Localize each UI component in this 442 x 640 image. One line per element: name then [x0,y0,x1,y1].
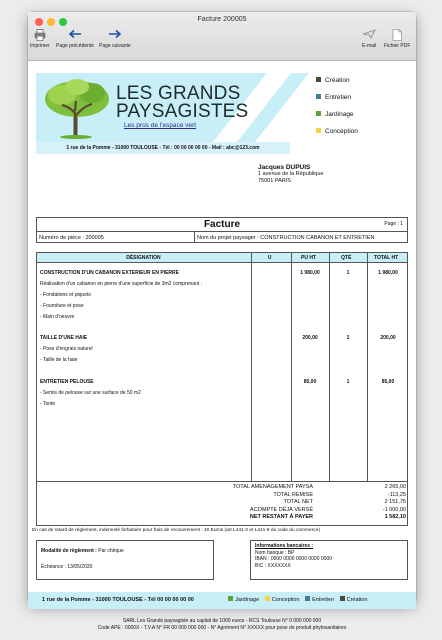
company-name-line1: LES GRANDS [116,83,241,104]
client-name: Jacques DUPUIS [258,164,311,171]
project-name: Nom du projet paysager : CONSTRUCTION CABANON ET ENTRETIEN [195,231,407,243]
item-quantity: 1 [346,335,350,341]
payment-due-date: Échéance : 13/05/2020 [41,564,93,570]
printer-icon [30,29,50,41]
total-row [37,484,409,492]
item-unit-price: 1 980,00 [300,270,320,276]
col-quantity: QTÉ [341,255,352,261]
legal-line: Code APE : 0000X - T.V.A N° FR 00 000 000 000 - N° Agrément N° XXXXX pour pose de produit phytosanitaires [97,625,347,631]
category-swatch [340,596,345,601]
invoice-title: Facture [203,219,241,230]
total-label: TOTAL NET [283,499,313,505]
table-row [40,270,250,325]
paper-plane-icon [362,29,376,41]
category-swatch [265,596,270,601]
print-button[interactable] [30,29,50,49]
table-header [37,253,407,263]
email-button[interactable] [362,29,376,49]
item-line: - Semis de pelouse sur une surface de 50 m2 [40,390,141,396]
item-line: - Fondations et piquets [40,292,91,298]
category-swatch [305,596,310,601]
item-line: - Fourniture et pose [40,303,84,309]
item-title: TAILLE D'UNE HAIE [40,335,88,341]
company-name [116,85,248,121]
footer-category: Entretien [312,597,335,603]
category-swatch [316,128,321,133]
footer-category: Conception [271,597,300,603]
invoice-window [28,12,416,631]
table-row [40,335,250,368]
item-line: - Pose d'engrais naturel [40,346,93,352]
arrow-left-icon [56,29,94,41]
legal-line: SARL Les Grands paysagiste au capital de 1000 euros - RCS Toulouse N° 0 000 000 000 [122,618,322,624]
tree-icon [42,77,112,139]
total-value: -113,25 [387,491,406,498]
pdf-label: Fichier PDF [384,43,411,49]
category-swatch [316,111,321,116]
company-tagline[interactable]: Les pros de l'espace vert [124,122,197,129]
piece-number: Numéro de pièce : 200005 [37,231,195,243]
company-address: 1 rue de la Pomme - 31000 TOULOUSE - Tél : 00 00 00 00 00 - Mail : abc@123.com [36,142,290,154]
late-fee-notice: En cas de retard de règlement, indemnité forfaitaire pour frais de recouvrement : 40 Euros (art L441-3 et L441-6 du code du commerce) [32,528,320,533]
col-designation: DÉSIGNATION [126,255,161,261]
invoice-header [36,217,408,243]
previous-page-label: Page précédente [56,43,95,49]
print-label: Imprimer [30,43,50,49]
item-line: - Main d'oeuvre [40,314,75,320]
invoice-page [28,62,416,631]
window-title: Facture 200005 [197,16,247,23]
item-unit-price: 85,00 [303,379,317,385]
legal-notice [28,618,416,632]
footer-categories [224,592,367,609]
bank-iban: IBAN : 0000 0000 0000 0000 0000 [255,556,333,562]
client-street: 1 avenue de la République [258,171,324,177]
table-row [40,379,250,412]
item-total: 1 980,00 [378,270,398,276]
client-city: 75001 PARIS [258,178,291,184]
bank-title: Informations bancaires : [255,543,314,549]
footer-address: 1 rue de la Pomme - 31000 TOULOUSE - Tél 00 00 00 00 00 [42,597,194,603]
category-label: Entretien [325,94,352,101]
category-item [316,76,358,93]
previous-page-button[interactable] [56,29,94,49]
total-row [37,514,409,522]
item-total: 85,00 [381,379,395,385]
email-label: E-mail [362,43,377,49]
company-name-line2: PAYSAGISTES [116,101,249,122]
category-legend [316,76,358,144]
footer-bar [28,592,416,609]
footer-category: Création [346,597,368,603]
item-quantity: 1 [346,270,350,276]
bank-name: Nom banque : BP [255,549,295,556]
category-label: Conception [325,128,358,135]
bank-info [250,540,408,580]
item-line: - Taille de la haie [40,357,78,363]
col-unit-price: PU HT [301,255,317,261]
category-item [316,110,358,127]
category-swatch [316,94,321,99]
pdf-file-icon [384,29,410,41]
col-total: TOTAL HT [374,255,399,261]
next-page-label: Page suivante [99,43,131,49]
total-label: TOTAL REMISE [273,491,313,498]
item-title: ENTRETIEN PELOUSE [40,379,94,385]
item-line: Réalisation d'un cabanon en pierre d'une superficie de 3m2 comprenant : [40,281,203,287]
total-value: -1 000,00 [382,506,406,513]
payment-terms [36,540,214,580]
invoice-table [36,252,408,482]
bank-bic: BIC : XXXXXXX [255,562,291,569]
item-quantity: 1 [346,379,350,385]
pdf-button[interactable] [384,29,410,49]
category-label: Création [325,77,350,84]
total-label: NET RESTANT À PAYER [249,514,313,520]
payment-mode-label: Modalité de règlement : [41,548,97,554]
total-row [37,492,409,500]
col-unit: U [267,255,272,261]
total-label: TOTAL AMENAGEMENT PAYSA [232,484,313,490]
item-unit-price: 200,00 [302,335,318,341]
category-swatch [316,77,321,82]
company-logo [36,73,290,142]
payment-mode-value: Par chèque [96,548,124,554]
page-number: Page : 1 [384,221,403,227]
total-row [37,499,409,507]
total-label: ACOMPTE DÉJÀ VERSÉ [250,506,313,513]
total-row [37,507,409,515]
footer-category: Jardinage [235,597,260,603]
client-address [258,164,323,185]
total-value: 1 582,10 [384,514,406,520]
category-label: Jardinage [325,111,354,118]
item-line: - Tonte [40,401,56,407]
total-value: 2 151,75 [384,499,406,505]
category-item [316,93,358,110]
title-bar [28,12,416,61]
category-item [316,127,358,144]
category-swatch [228,596,233,601]
arrow-right-icon [99,29,131,41]
item-total: 200,00 [380,335,396,341]
totals-block [36,482,408,526]
total-value: 2 265,00 [384,484,406,490]
next-page-button[interactable] [99,29,131,49]
item-title: CONSTRUCTION D'UN CABANON EXTERIEUR EN PIERRE [40,270,179,276]
